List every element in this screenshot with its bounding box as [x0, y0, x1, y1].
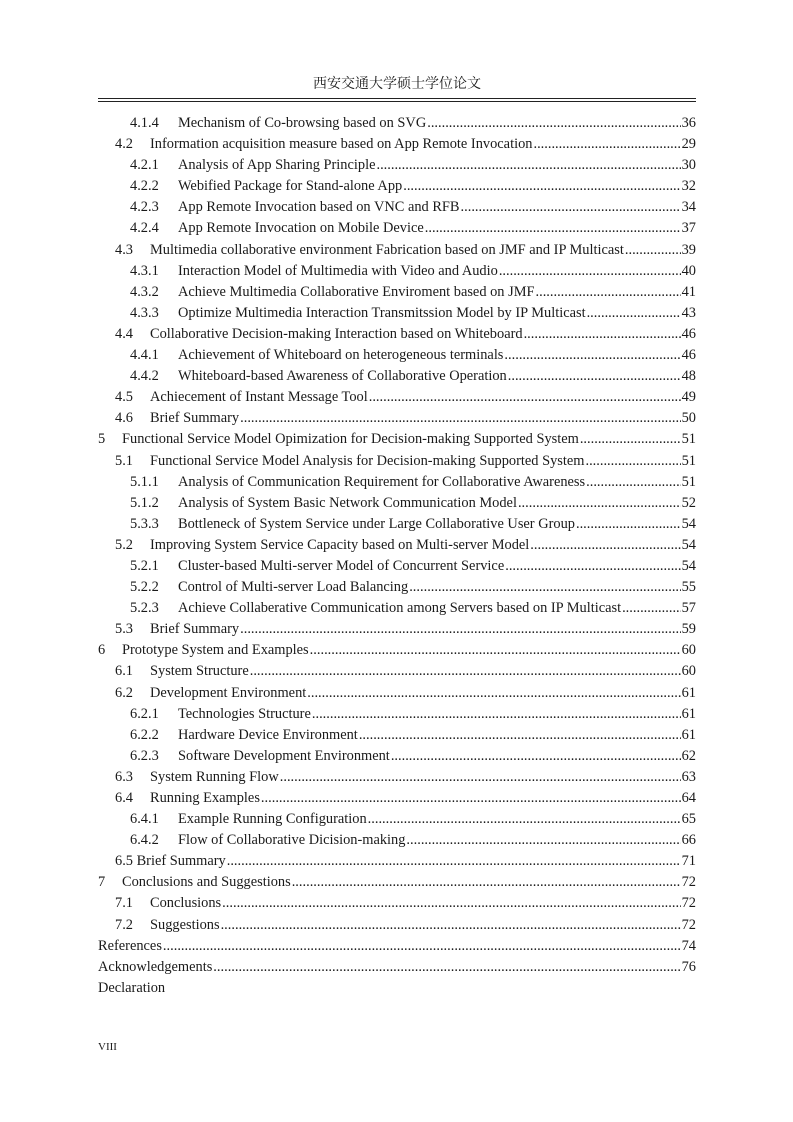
toc-entry[interactable] — [98, 472, 696, 493]
toc-entry-number: 4.4 — [115, 325, 133, 342]
toc-leader-dots — [391, 746, 681, 767]
toc-leader-dots — [499, 261, 681, 282]
toc-entry[interactable] — [98, 113, 696, 134]
toc-entry[interactable] — [98, 809, 696, 830]
toc-entry-number: 5.2.3 — [130, 600, 159, 617]
toc-entry[interactable] — [98, 640, 696, 661]
toc-leader-dots — [222, 893, 680, 914]
toc-entry-number: 6.4.2 — [130, 832, 159, 849]
toc-leader-dots — [461, 197, 681, 218]
toc-entry[interactable] — [98, 240, 696, 261]
toc-entry-page: 39 — [681, 241, 696, 258]
toc-entry-title: System Running Flow — [150, 768, 279, 785]
toc-leader-dots — [505, 556, 680, 577]
toc-entry-title: Webified Package for Stand-alone App — [178, 178, 403, 195]
toc-leader-dots — [310, 640, 681, 661]
toc-entry-page: 61 — [681, 705, 696, 722]
toc-entry-number: 4.2.4 — [130, 220, 159, 237]
toc-leader-dots — [240, 619, 680, 640]
toc-entry-title: Mechanism of Co-browsing based on SVG — [178, 115, 427, 131]
toc-entry[interactable] — [98, 261, 696, 282]
toc-entry-title: Achievement of Whiteboard on heterogeneous terminals — [178, 347, 504, 364]
toc-entry-title: Functional Service Model Analysis for Decision-making Supported System — [150, 452, 585, 469]
toc-entry-title: Declaration — [98, 979, 166, 996]
toc-entry[interactable] — [98, 451, 696, 472]
toc-leader-dots — [406, 830, 680, 851]
toc-leader-dots — [376, 155, 680, 176]
toc-entry[interactable] — [98, 535, 696, 556]
toc-entry-page: 72 — [681, 874, 696, 891]
toc-entry[interactable] — [98, 704, 696, 725]
toc-entry-page: 62 — [681, 747, 696, 764]
toc-entry[interactable] — [98, 324, 696, 345]
toc-leader-dots — [533, 134, 680, 155]
toc-entry-title: Whiteboard-based Awareness of Collaborative Operation — [178, 368, 507, 385]
toc-entry-title: Running Examples — [150, 790, 260, 806]
toc-entry[interactable] — [98, 514, 696, 535]
toc-entry[interactable] — [98, 218, 696, 239]
toc-entry-title: Multimedia collaborative environment Fabrication based on JMF and IP Multicast — [150, 241, 624, 258]
toc-entry-title: Interaction Model of Multimedia with Video and Audio — [178, 262, 498, 279]
toc-entry-title: Brief Summary — [150, 410, 240, 427]
toc-leader-dots — [508, 366, 681, 387]
toc-entry[interactable] — [98, 893, 696, 914]
toc-entry-title: Achiecement of Instant Message Tool — [150, 389, 368, 406]
toc-entry-title: Hardware Device Environment — [178, 726, 358, 743]
toc-leader-dots — [587, 303, 681, 324]
toc-entry-number: 6.4 — [115, 790, 133, 806]
toc-entry-title: Functional Service Model Opimization for Decision-making Supported System — [122, 431, 579, 448]
toc-entry[interactable] — [98, 767, 696, 788]
toc-entry[interactable] — [98, 851, 696, 872]
toc-entry-page: 46 — [681, 325, 696, 342]
toc-entry[interactable] — [98, 788, 696, 809]
toc-entry-number: 4.4.2 — [130, 368, 159, 385]
toc-entry-number: 7.2 — [115, 916, 133, 933]
toc-entry-number: 5 — [98, 431, 106, 448]
toc-entry[interactable] — [98, 387, 696, 408]
toc-entry[interactable] — [98, 746, 696, 767]
toc-entry-title: Acknowledgements — [98, 958, 213, 975]
toc-entry-number: 5.3 — [115, 621, 133, 638]
toc-entry-page: 71 — [681, 853, 696, 870]
toc-entry-title: Control of Multi-server Load Balancing — [178, 579, 409, 596]
toc-entry-number: 6.2.2 — [130, 726, 159, 743]
toc-entry-number: 4.1.4 — [130, 115, 159, 131]
toc-entry-page: 64 — [681, 790, 696, 806]
toc-leader-dots — [240, 408, 680, 429]
toc-entry[interactable] — [98, 345, 696, 366]
toc-leader-dots — [163, 936, 681, 957]
toc-entry-number: 5.1.1 — [130, 473, 159, 490]
toc-leader-dots — [576, 514, 681, 535]
toc-entry[interactable] — [98, 872, 696, 893]
toc-entry-title: Prototype System and Examples — [122, 642, 309, 659]
toc-entry[interactable] — [98, 408, 696, 429]
toc-entry-number: 7 — [98, 874, 106, 891]
toc-entry-number: 4.2.3 — [130, 199, 159, 216]
toc-entry[interactable] — [98, 303, 696, 324]
toc-entry-title: References — [98, 937, 162, 954]
toc-entry-number: 6.2.3 — [130, 747, 159, 764]
toc-leader-dots — [221, 915, 681, 936]
toc-entry-title: App Remote Invocation based on VNC and RFB — [178, 199, 460, 216]
toc-leader-dots — [622, 598, 681, 619]
toc-entry-title: Bottleneck of System Service under Large Collaborative User Group — [178, 515, 575, 532]
toc-leader-dots — [312, 704, 681, 725]
toc-entry-title: Technologies Structure — [178, 705, 311, 722]
toc-leader-dots — [586, 472, 680, 493]
toc-entry[interactable] — [98, 556, 696, 577]
toc-entry-title: Cluster-based Multi-server Model of Concurrent Service — [178, 557, 505, 574]
toc-entry-number: 6.2.1 — [130, 705, 159, 722]
toc-entry-number: 4.3.2 — [130, 283, 159, 300]
toc-entry-page: 66 — [681, 832, 696, 849]
toc-entry-page: 60 — [681, 663, 696, 680]
toc-entry-number: 4.4.1 — [130, 347, 159, 364]
toc-entry-number: 5.1.2 — [130, 494, 159, 511]
toc-entry-page: 41 — [681, 283, 696, 300]
toc-entry[interactable] — [98, 429, 696, 450]
toc-entry-page: 29 — [681, 136, 696, 153]
toc-entry[interactable] — [98, 493, 696, 514]
toc-entry[interactable] — [98, 598, 696, 619]
toc-entry-page: 46 — [681, 347, 696, 364]
toc-entry-title: Suggestions — [150, 916, 220, 933]
toc-entry-number: 6.1 — [115, 663, 133, 680]
toc-entry-page: 48 — [681, 368, 696, 385]
toc-entry-page: 51 — [681, 452, 696, 469]
toc-leader-dots — [403, 176, 680, 197]
toc-leader-dots — [368, 809, 681, 830]
toc-entry-page: 32 — [681, 178, 696, 195]
toc-leader-dots — [359, 725, 681, 746]
toc-leader-dots — [530, 535, 680, 556]
toc-entry[interactable] — [98, 134, 696, 155]
toc-entry-number: 5.2.1 — [130, 557, 159, 574]
toc-leader-dots — [536, 282, 681, 303]
toc-entry-number: 4.2.1 — [130, 157, 159, 174]
toc-entry-title: Conclusions — [150, 895, 222, 912]
toc-entry-page: 63 — [681, 768, 696, 785]
toc-entry-title: Achieve Collaberative Communication among Servers based on IP Multicast — [178, 600, 622, 617]
toc-leader-dots — [369, 387, 681, 408]
toc-entry-title: 6.5 Brief Summary — [115, 853, 226, 870]
toc-entry-page: 72 — [681, 895, 696, 912]
page-header-title: 西安交通大学硕士学位论文 — [313, 77, 481, 92]
toc-entry-page: 61 — [681, 726, 696, 743]
toc-entry-page: 52 — [681, 494, 696, 511]
toc-leader-dots — [425, 218, 681, 239]
toc-entry-page: 54 — [681, 536, 696, 553]
toc-entry-number: 4.5 — [115, 389, 133, 406]
toc-entry-title: Flow of Collaborative Dicision-making — [178, 832, 406, 849]
toc-entry-title: Improving System Service Capacity based on Multi-server Model — [150, 536, 530, 553]
toc-entry-number: 4.6 — [115, 410, 133, 427]
toc-entry-number: 4.2.2 — [130, 178, 159, 195]
toc-entry-number: 4.2 — [115, 136, 133, 153]
toc-entry[interactable] — [98, 978, 696, 999]
toc-entry-title: Information acquisition measure based on App Remote Invocation — [150, 136, 533, 153]
toc-entry[interactable] — [98, 725, 696, 746]
toc-entry-title: Example Running Configuration — [178, 811, 367, 828]
toc-entry-page: 51 — [681, 473, 696, 490]
toc-entry-page: 76 — [681, 958, 696, 975]
toc-entry[interactable] — [98, 683, 696, 704]
toc-entry-page: 74 — [681, 937, 696, 954]
toc-entry-page: 43 — [681, 304, 696, 321]
toc-entry-page: 40 — [681, 262, 696, 279]
toc-entry-number: 6.3 — [115, 768, 133, 785]
toc-entry-page: 34 — [681, 199, 696, 216]
table-of-contents — [98, 113, 696, 999]
toc-leader-dots — [524, 324, 681, 345]
toc-entry-number: 4.3 — [115, 241, 133, 258]
toc-leader-dots — [518, 493, 681, 514]
toc-entry-page: 30 — [681, 157, 696, 174]
toc-entry-title: Optimize Multimedia Interaction Transmitssion Model by IP Multicast — [178, 304, 586, 321]
toc-entry-page: 50 — [681, 410, 696, 427]
toc-entry-page: 55 — [681, 579, 696, 596]
toc-entry-title: Analysis of App Sharing Principle — [178, 157, 376, 174]
toc-entry-title: App Remote Invocation on Mobile Device — [178, 220, 424, 237]
toc-entry-page: 54 — [681, 515, 696, 532]
toc-entry-title: Software Development Environment — [178, 747, 390, 764]
toc-entry-title: Development Environment — [150, 684, 307, 701]
toc-leader-dots — [409, 577, 680, 598]
toc-leader-dots — [307, 683, 680, 704]
toc-entry-page: 54 — [681, 557, 696, 574]
toc-entry[interactable] — [98, 176, 696, 197]
toc-entry[interactable] — [98, 577, 696, 598]
toc-entry-page: 72 — [681, 916, 696, 933]
toc-entry[interactable] — [98, 957, 696, 978]
toc-entry[interactable] — [98, 830, 696, 851]
toc-leader-dots — [625, 240, 681, 261]
toc-entry-number: 6.4.1 — [130, 811, 159, 828]
toc-entry-number: 5.2 — [115, 536, 133, 553]
toc-entry-page: 49 — [681, 389, 696, 406]
toc-entry-number: 4.3.3 — [130, 304, 159, 321]
toc-entry[interactable] — [98, 661, 696, 682]
toc-entry-number: 5.2.2 — [130, 579, 159, 596]
toc-leader-dots — [250, 661, 681, 682]
toc-entry-page: 51 — [681, 431, 696, 448]
toc-entry-title: Achieve Multimedia Collaborative Enviroment based on JMF — [178, 283, 535, 300]
toc-leader-dots — [261, 788, 681, 809]
toc-entry[interactable] — [98, 197, 696, 218]
toc-leader-dots — [213, 957, 680, 978]
toc-entry-title: Conclusions and Suggestions — [122, 874, 291, 891]
toc-entry-title: Collaborative Decision-making Interaction based on Whiteboard — [150, 325, 523, 342]
toc-leader-dots — [292, 872, 681, 893]
toc-entry[interactable] — [98, 936, 696, 957]
toc-entry-page: 60 — [681, 642, 696, 659]
toc-entry-page: 37 — [681, 220, 696, 237]
toc-entry-number: 5.1 — [115, 452, 133, 469]
toc-entry-title: System Structure — [150, 663, 249, 680]
header-rule-thick — [98, 98, 696, 99]
toc-entry[interactable] — [98, 619, 696, 640]
page-number: VIII — [98, 1041, 117, 1053]
toc-leader-dots — [580, 429, 681, 450]
toc-leader-dots — [585, 451, 680, 472]
toc-leader-dots — [504, 345, 680, 366]
header-rule-thin — [98, 101, 696, 102]
toc-entry-number: 5.3.3 — [130, 515, 159, 532]
toc-leader-dots — [280, 767, 681, 788]
toc-entry-page: 59 — [681, 621, 696, 638]
toc-entry-number: 7.1 — [115, 895, 133, 912]
toc-entry[interactable] — [98, 282, 696, 303]
toc-entry[interactable] — [98, 915, 696, 936]
toc-entry-title: Analysis of System Basic Network Communication Model — [178, 494, 517, 511]
toc-entry-page: 61 — [681, 684, 696, 701]
toc-entry-title: Analysis of Communication Requirement for Collaborative Awareness — [178, 473, 586, 490]
toc-entry-page: 65 — [681, 811, 696, 828]
toc-entry-title: Brief Summary — [150, 621, 240, 638]
toc-leader-dots — [227, 851, 681, 872]
toc-entry-page: 57 — [681, 600, 696, 617]
toc-entry-number: 4.3.1 — [130, 262, 159, 279]
toc-entry[interactable] — [98, 366, 696, 387]
toc-entry-number: 6 — [98, 642, 106, 659]
toc-entry-page: 36 — [681, 115, 696, 131]
toc-entry[interactable] — [98, 155, 696, 176]
toc-entry-number: 6.2 — [115, 684, 133, 701]
toc-leader-dots — [427, 113, 680, 134]
